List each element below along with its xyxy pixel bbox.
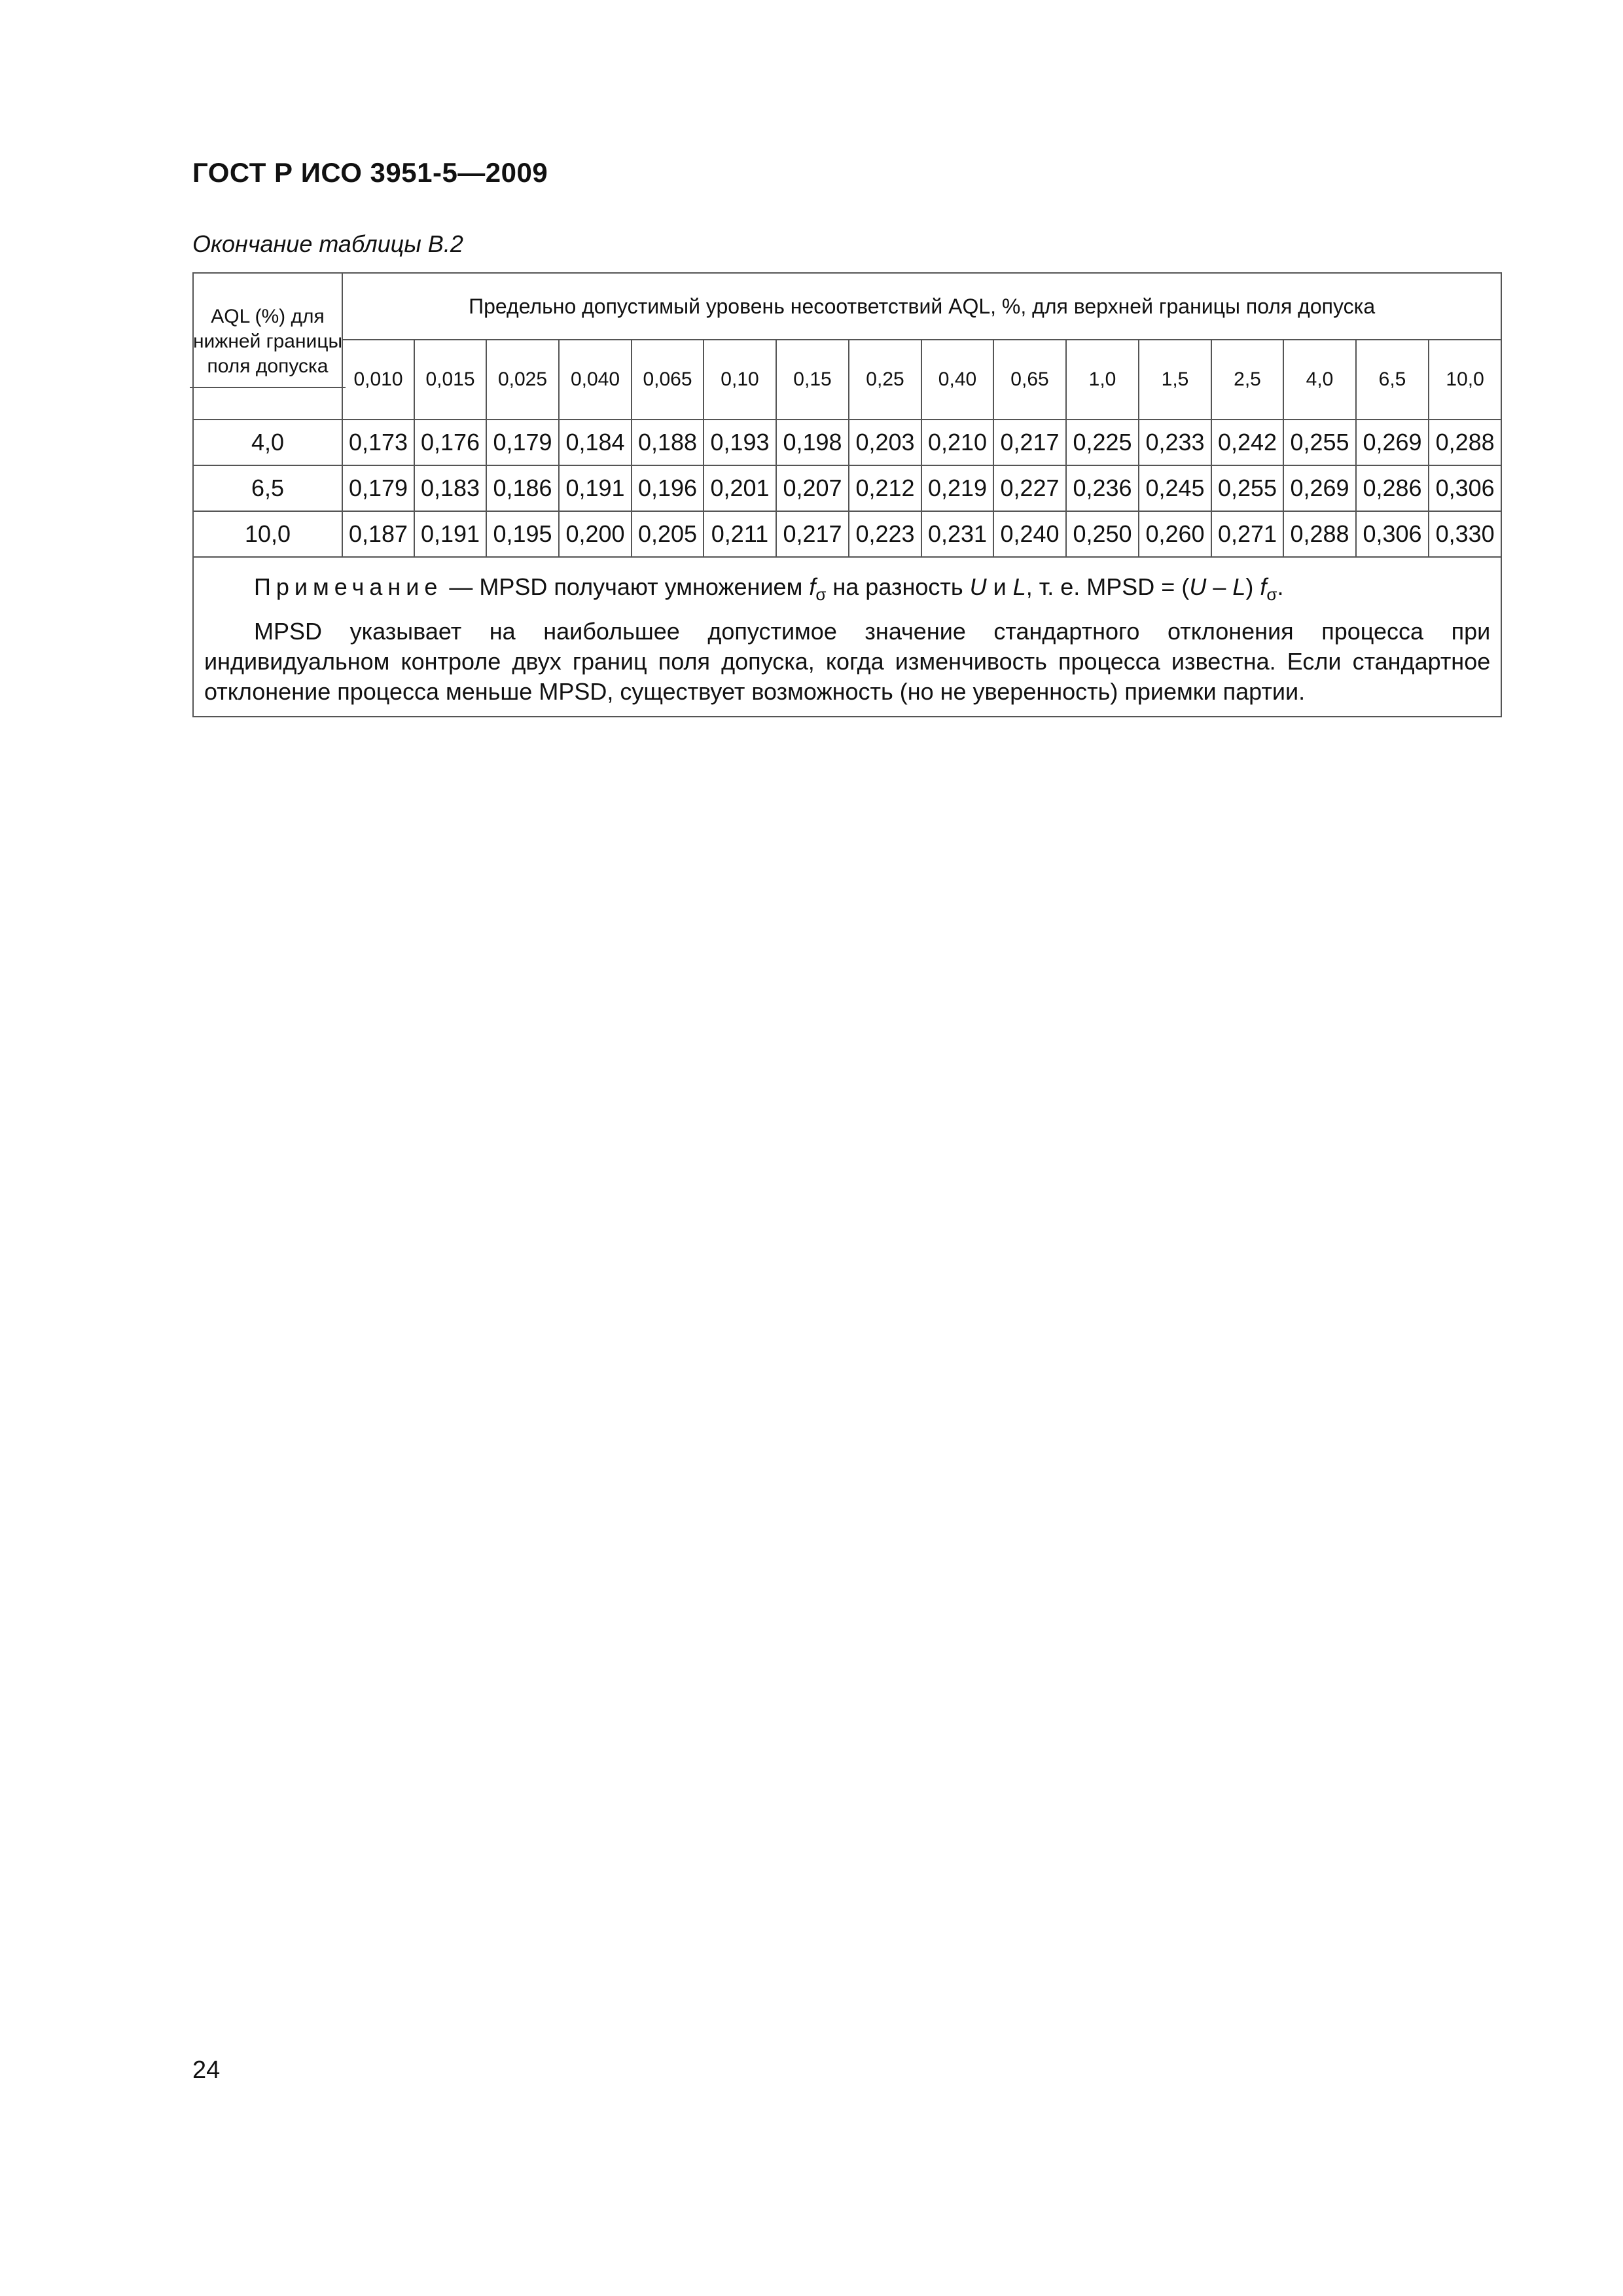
table-cell: 0,176 — [414, 420, 486, 465]
table-cell: 0,236 — [1066, 465, 1139, 511]
table-cell: 0,269 — [1283, 465, 1356, 511]
column-header: 4,0 — [1283, 340, 1356, 420]
table-cell: 0,188 — [632, 420, 704, 465]
column-header: 6,5 — [1356, 340, 1429, 420]
table-cell: 0,330 — [1429, 511, 1501, 557]
table-cell: 0,179 — [486, 420, 559, 465]
table-cell: 0,242 — [1211, 420, 1283, 465]
table-cell: 0,198 — [776, 420, 849, 465]
sigma-subscript: σ — [1266, 584, 1277, 604]
table-cell: 0,217 — [993, 420, 1066, 465]
table-cell: 0,200 — [559, 511, 632, 557]
table-cell: 0,211 — [704, 511, 776, 557]
column-header: 0,025 — [486, 340, 559, 420]
column-header: 1,0 — [1066, 340, 1139, 420]
column-header: 2,5 — [1211, 340, 1283, 420]
table-cell: 0,260 — [1139, 511, 1211, 557]
table-cell: 0,225 — [1066, 420, 1139, 465]
table-cell: 0,219 — [921, 465, 993, 511]
table-row — [193, 465, 1501, 511]
page-number: 24 — [192, 2056, 221, 2084]
table-cell: 0,207 — [776, 465, 849, 511]
table-cell: 0,288 — [1283, 511, 1356, 557]
table-cell: 0,271 — [1211, 511, 1283, 557]
table-cell: 0,245 — [1139, 465, 1211, 511]
table-cell: 0,184 — [559, 420, 632, 465]
table-cell: 0,288 — [1429, 420, 1501, 465]
table-cell: 0,173 — [342, 420, 414, 465]
column-header: 0,15 — [776, 340, 849, 420]
table-cell: 0,227 — [993, 465, 1066, 511]
table-cell: 0,187 — [342, 511, 414, 557]
table-cell: 0,231 — [921, 511, 993, 557]
table-row — [193, 511, 1501, 557]
column-header: 1,5 — [1139, 340, 1211, 420]
row-label: 4,0 — [193, 420, 342, 465]
aql-table — [192, 272, 1502, 717]
table-cell: 0,203 — [849, 420, 921, 465]
table-cell: 0,183 — [414, 465, 486, 511]
column-header: 0,010 — [342, 340, 414, 420]
table-cell: 0,179 — [342, 465, 414, 511]
table-cell: 0,196 — [632, 465, 704, 511]
column-header: 0,10 — [704, 340, 776, 420]
table-cell: 0,255 — [1211, 465, 1283, 511]
column-header: 0,065 — [632, 340, 704, 420]
column-header: 0,25 — [849, 340, 921, 420]
table-cell: 0,212 — [849, 465, 921, 511]
table-container — [192, 272, 1501, 717]
column-header: 10,0 — [1429, 340, 1501, 420]
column-header: 0,015 — [414, 340, 486, 420]
table-cell: 0,240 — [993, 511, 1066, 557]
sigma-subscript: σ — [815, 584, 827, 604]
table-cell: 0,191 — [559, 465, 632, 511]
document-header: ГОСТ Р ИСО 3951-5—2009 — [192, 157, 548, 188]
table-cell: 0,191 — [414, 511, 486, 557]
table-caption: Окончание таблицы В.2 — [192, 230, 463, 257]
table-cell: 0,269 — [1356, 420, 1429, 465]
column-header-row — [193, 340, 1501, 420]
note-label: Примечание — [254, 573, 443, 600]
table-cell: 0,306 — [1356, 511, 1429, 557]
f-symbol: f — [809, 573, 816, 600]
table-cell: 0,255 — [1283, 420, 1356, 465]
table-cell: 0,217 — [776, 511, 849, 557]
table-cell: 0,306 — [1429, 465, 1501, 511]
row-label: 6,5 — [193, 465, 342, 511]
explanation-paragraph: MPSD указывает на наибольшее допустимое значение стандартного отклонения процесса при индивидуальном контроле двух границ поля допуска, когда изменчивость процесса известна. Если стандартное отклонение процесса меньше MPSD, существует возможность (но не уверенность) приемки партии. — [204, 618, 1491, 705]
table-cell: 0,186 — [486, 465, 559, 511]
span-header: Предельно допустимый уровень несоответствий AQL, %, для верхней границы поля допуска — [342, 273, 1501, 340]
table-row — [193, 420, 1501, 465]
note-cell — [193, 557, 1501, 717]
corner-header-label: AQL (%) для нижней границы поля допуска — [190, 304, 346, 388]
column-header: 0,40 — [921, 340, 993, 420]
table-cell: 0,233 — [1139, 420, 1211, 465]
table-cell: 0,193 — [704, 420, 776, 465]
table-cell: 0,195 — [486, 511, 559, 557]
row-label: 10,0 — [193, 511, 342, 557]
table-cell: 0,205 — [632, 511, 704, 557]
table-cell: 0,201 — [704, 465, 776, 511]
column-header: 0,65 — [993, 340, 1066, 420]
f-symbol: f — [1260, 573, 1267, 600]
table-body — [193, 420, 1501, 557]
column-header: 0,040 — [559, 340, 632, 420]
corner-header-cell — [193, 273, 342, 420]
note-paragraph: Примечание — MPSD получают умножением $f_\sigma$ на разность U и L, т. е. MPSD = (U – L) $f_\sigma$. — [254, 573, 1284, 604]
table-cell: 0,250 — [1066, 511, 1139, 557]
table-cell: 0,223 — [849, 511, 921, 557]
table-cell: 0,286 — [1356, 465, 1429, 511]
table-cell: 0,210 — [921, 420, 993, 465]
